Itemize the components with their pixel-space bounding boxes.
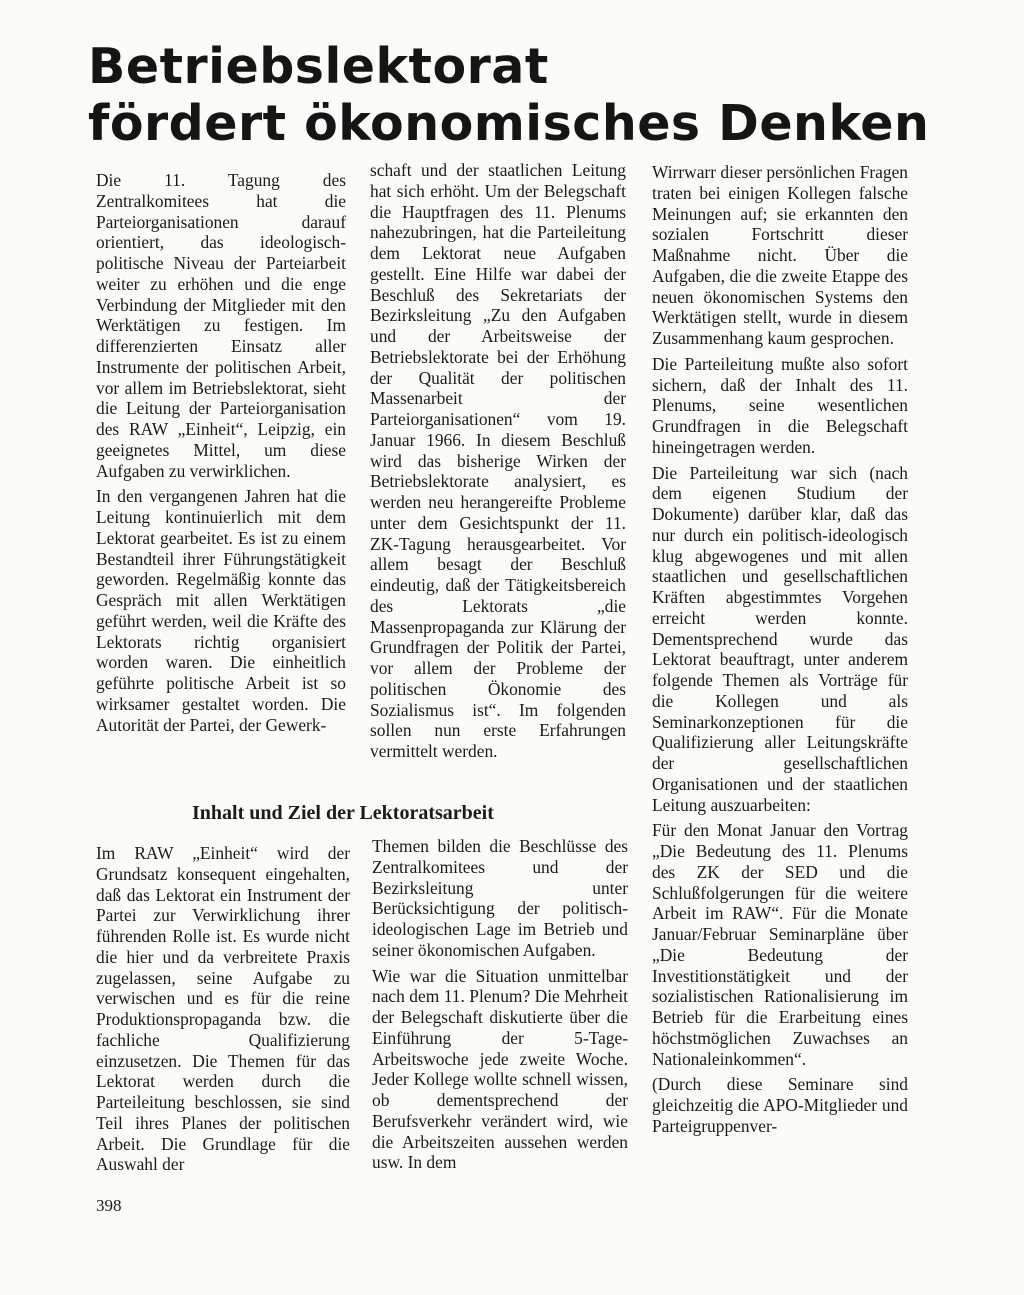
section-subheading: Inhalt und Ziel der Lektoratsarbeit <box>192 802 494 824</box>
paragraph: Die Parteileitung mußte also sofort sichern, daß der Inhalt des 11. Plenums, seine wesentlichen Grundfragen in die Belegschaft hineingetragen werden. <box>652 353 908 457</box>
section1-column-1 <box>96 170 346 735</box>
paragraph: Die 11. Tagung des Zentralkomitees hat die Parteiorganisationen darauf orientiert, das ideologisch-politische Niveau der Parteiarbeit weiter zu erhöhen und die enge Verbindung der Mitglieder mit den Werktätigen zu festigen. Im differenzierten Einsatz aller Instrumente der politischen Arbeit, vor allem im Betriebslektorat, sieht die Leitung der Parteiorganisation des RAW „Einheit“, Leipzig, ein geeignetes Mittel, um diese Aufgaben zu verwirklichen. <box>96 170 346 481</box>
title-line-2: fördert ökonomisches Denken <box>88 95 930 152</box>
article-title <box>88 38 928 152</box>
paragraph: Die Parteileitung war sich (nach dem eigenen Studium der Dokumente) darüber klar, daß das nur durch ein politisch-ideologisch klug abgewogenes und mit allen staatlichen und gesellschaftlichen Kräften abgestimmtes Vorgehen erreicht werden konnte. Dementsprechend wurde das Lektorat beauftragt, unter anderem folgende Themen als Vorträge für die Kollegen und als Seminarkonzeptionen für die Qualifizierung aller Leitungskräfte der gesellschaftlichen Organisationen und der staatlichen Leitung auszuarbeiten: <box>652 462 908 815</box>
column-3 <box>652 162 908 1137</box>
paragraph: Themen bilden die Beschlüsse des Zentralkomitees und der Bezirksleitung unter Berücksichtigung der politisch-ideologischen Lage im Betrieb und seiner ökonomischen Aufgaben. <box>372 836 628 960</box>
paragraph: In den vergangenen Jahren hat die Leitung kontinuierlich mit dem Lektorat gearbeitet. Es ist zu einem Bestandteil ihrer Führungstätigkeit geworden. Regelmäßig konnte das Gespräch mit allen Werktätigen geführt werden, weil die Kräfte des Lektorats richtig organisiert worden waren. Die einheitlich geführte politische Arbeit ist so wirksamer gestaltet worden. Die Autorität der Partei, der Gewerk- <box>96 486 346 735</box>
page-number: 398 <box>96 1196 122 1215</box>
paragraph: (Durch diese Seminare sind gleichzeitig die APO-Mitglieder und Parteigruppenver- <box>652 1074 908 1136</box>
title-line-1: Betriebslektorat <box>88 38 549 95</box>
section2-column-1 <box>96 843 350 1175</box>
paragraph: Für den Monat Januar den Vortrag „Die Bedeutung des 11. Plenums des ZK der SED und die Schlußfolgerungen für die weitere Arbeit im RAW“. Für die Monate Januar/Februar Seminarpläne über „Die Bedeutung der Investitionstätigkeit und der sozialistischen Rationalisierung im Betrieb für die Erarbeitung eines höchstmöglichen Zuwachses an Nationaleinkommen“. <box>652 820 908 1069</box>
paragraph: Im RAW „Einheit“ wird der Grundsatz konsequent eingehalten, daß das Lektorat ein Instrument der Partei zur Verwirklichung ihrer führenden Rolle ist. Es wurde nicht die hier und da verbreitete Praxis zugelassen, seine Aufgabe zu verwischen und es für die reine Produktionspropaganda bzw. die fachliche Qualifizierung einzusetzen. Die Themen für das Lektorat werden durch die Parteileitung beschlossen, sie sind Teil ihres Planes der politischen Arbeit. Die Grundlage für die Auswahl der <box>96 843 350 1175</box>
paragraph: Wie war die Situation unmittelbar nach dem 11. Plenum? Die Mehrheit der Belegschaft diskutierte über die Einführung der 5-Tage-Arbeitswoche jede zweite Woche. Jeder Kollege wollte schnell wissen, ob dementsprechend der Berufsverkehr verändert wird, wie die Arbeitszeiten aussehen werden usw. In dem <box>372 965 628 1173</box>
paragraph: schaft und der staatlichen Leitung hat sich erhöht. Um der Belegschaft die Hauptfragen des 11. Plenums nahezubringen, hat die Parteileitung dem Lektorat neue Aufgaben gestellt. Eine Hilfe war dabei der Beschluß des Sekretariats der Bezirksleitung „Zu den Aufgaben und der Arbeitsweise der Betriebslektorate bei der Erhöhung der Qualität der politischen Massenarbeit der Parteiorganisationen“ vom 19. Januar 1966. In diesem Beschluß wird das bisherige Wirken der Betriebslektorate analysiert, es werden neu herangereifte Probleme unter dem Gesichtspunkt der 11. ZK-Tagung herausgearbeitet. Vor allem besagt der Beschluß eindeutig, daß der Tätigkeitsbereich des Lektorats „die Massenpropaganda zur Klärung der Grundfragen der Politik der Partei, vor allem der Probleme der politischen Ökonomie des Sozialismus ist“. Im folgenden sollen nun erste Erfahrungen vermittelt werden. <box>370 160 626 761</box>
section2-column-2 <box>372 836 628 1173</box>
paragraph: Wirrwarr dieser persönlichen Fragen traten bei einigen Kollegen falsche Meinungen auf; sie erkannten den sozialen Fortschritt dieser Maßnahme nicht. Über die Aufgaben, die die zweite Etappe des neuen ökonomischen Systems den Werktätigen stellt, wurde in diesem Zusammenhang kaum gesprochen. <box>652 162 908 348</box>
section1-column-2 <box>370 160 626 762</box>
